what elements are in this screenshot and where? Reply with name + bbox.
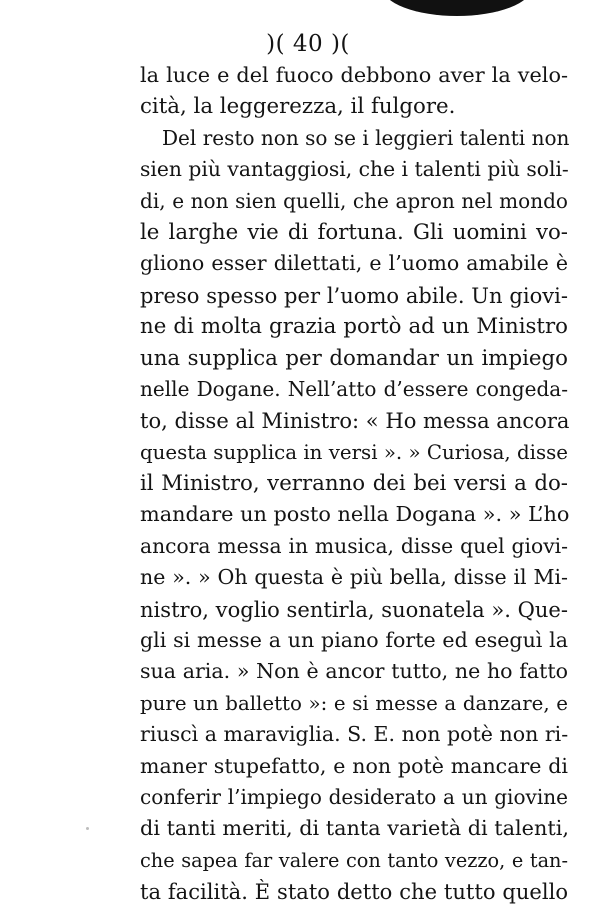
- text-line: ne di molta grazia portò ad un Ministro: [140, 314, 568, 340]
- text-line: questa supplica in versi ». » Curiosa, disse: [140, 440, 568, 464]
- text-line: Del resto non so se i leggieri talenti non: [162, 125, 570, 150]
- text-line: una supplica per domandar un impiego: [140, 345, 568, 371]
- text-line: maner stupefatto, e non potè mancare di: [140, 753, 568, 778]
- text-line: sua aria. » Non è ancor tutto, ne ho fatto: [140, 659, 568, 684]
- text-line: mandare un posto nella Dogana ». » L’ho: [140, 502, 570, 527]
- text-line: sien più vantaggiosi, che i talenti più soli-: [140, 157, 569, 182]
- body-text: [140, 60, 568, 908]
- text-line: il Ministro, verranno dei bei versi a do-: [140, 471, 568, 497]
- text-line: di, e non sien quelli, che apron nel mondo: [140, 188, 568, 213]
- text-line: di tanti meriti, di tanta varietà di talenti,: [140, 816, 570, 841]
- text-line: la luce e del fuoco debbono aver la velo-: [140, 63, 568, 87]
- text-line: che sapea far valere con tanto vezzo, e tan-: [140, 848, 568, 872]
- text-line: to, disse al Ministro: « Ho messa ancora: [140, 408, 570, 434]
- text-line: cità, la leggerezza, il fulgore.: [140, 94, 456, 120]
- text-line: gli si messe a un piano forte ed eseguì la: [140, 628, 568, 653]
- text-line: nistro, voglio sentirla, suonatela ». Que-: [140, 596, 568, 622]
- text-line: le larghe vie di fortuna. Gli uomini vo-: [140, 219, 568, 245]
- text-line: ancora messa in musica, disse quel giovi-: [140, 533, 568, 558]
- text-line: pure un balletto »: e si messe a danzare, e: [140, 691, 568, 715]
- text-line: gliono esser dilettati, e l’uomo amabile è: [140, 251, 568, 276]
- text-line: preso spesso per l’uomo abile. Un giovi-: [140, 282, 568, 308]
- text-line: nelle Dogane. Nell’atto d’essere congeda-: [140, 376, 568, 401]
- text-line: riuscì a maraviglia. S. E. non potè non ri-: [140, 722, 569, 747]
- page-number: )( 40 )(: [266, 31, 350, 57]
- paper-speck: [86, 827, 89, 830]
- text-line: conferir l’impiego desiderato a un giovine: [140, 784, 568, 809]
- text-line: ta facilità. È stato detto che tutto quello: [140, 879, 568, 905]
- ink-blot: [382, 0, 532, 16]
- text-line: ne ». » Oh questa è più bella, disse il Mi-: [140, 565, 568, 590]
